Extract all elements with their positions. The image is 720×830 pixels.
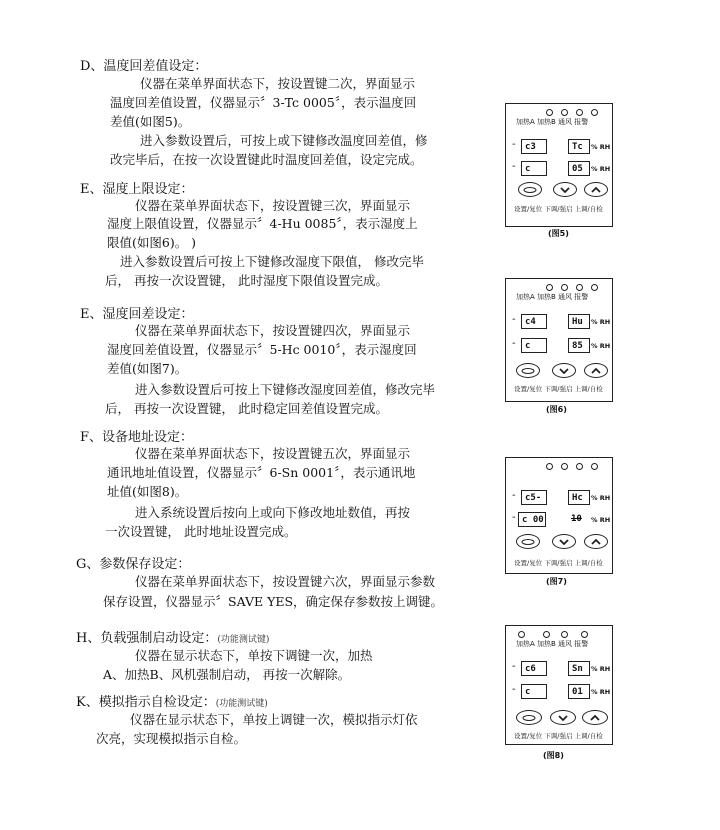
controller-panel-fig6 (505, 278, 613, 402)
text-line: 址值(如图8)。 (107, 484, 188, 499)
section-heading (76, 627, 269, 646)
text-line: 一次设置键， 此时地址设置完成。 (105, 524, 297, 539)
unit-label: % RH (591, 494, 611, 502)
display-bottom-left: c (521, 338, 547, 353)
section-heading: E、湿度回差设定： (80, 307, 194, 322)
unit-label: % RH (591, 165, 611, 173)
text-line: 保存设置，仪器显示〞SAVE YES，确定保存参数按上调键。 (103, 594, 444, 609)
chevron-up-icon (591, 539, 601, 545)
display-bottom-left: c (521, 684, 547, 699)
button-labels: 设置/复位 下调/强启 上调/自检 (514, 732, 603, 740)
led-indicator (561, 463, 568, 470)
led-indicator (576, 463, 583, 470)
chevron-down-icon (559, 368, 569, 374)
text-line: 进入系统设置后按向上或向下修改地址数值，再按 (135, 505, 411, 520)
set-reset-button[interactable] (516, 363, 540, 378)
display-top-left: c5- (521, 490, 547, 505)
figure-caption: (图6) (546, 405, 567, 414)
text-line: 温度回差值设置，仪器显示〞3-Tc 0005〞，表示温度回 (110, 95, 417, 110)
unit-label: % RH (591, 342, 611, 350)
down-button[interactable] (552, 534, 576, 549)
button-labels: 设置/复位 下调/强启 上调/自检 (514, 385, 603, 393)
unit-label: % RH (591, 143, 611, 151)
led-indicator (576, 284, 583, 291)
text-line: 进入参数设置后可按上下键修改湿度下限值， 修改完毕 (120, 254, 424, 269)
up-button[interactable] (584, 182, 608, 197)
dash-mark: - (512, 512, 516, 523)
section-heading (76, 691, 268, 710)
led-indicator (581, 631, 588, 638)
text-line: 差值(如图7)。 (107, 361, 188, 376)
text-line: 仪器在菜单界面状态下，按设置键五次，界面显示 (135, 446, 411, 461)
text-line: 进入参数设置后，可按上或下键修改温度回差值，修 (140, 133, 428, 148)
led-indicator (546, 284, 553, 291)
unit-label: % RH (591, 318, 611, 326)
text-line: 差值(如图5)。 (110, 114, 191, 129)
led-indicator (591, 284, 598, 291)
dash-mark: - (512, 338, 516, 349)
led-labels: 加热A 加热B 通风 报警 (516, 293, 589, 301)
section-heading: G、参数保存设定： (76, 557, 191, 572)
text-line: 仪器在菜单界面状态下，按设置键四次，界面显示 (135, 323, 411, 338)
unit-label: % RH (591, 688, 611, 696)
display-bottom-right: 05 (568, 161, 590, 176)
led-indicator (576, 109, 583, 116)
chevron-down-icon (559, 539, 569, 545)
section-heading: E、湿度上限设定： (80, 182, 194, 197)
down-button[interactable] (553, 182, 577, 197)
text-line: 湿度上限值设置，仪器显示〞4-Hu 0085〞，表示湿度上 (107, 216, 418, 231)
led-indicator (546, 463, 553, 470)
display-top-right: Hu (568, 314, 590, 329)
up-button[interactable] (582, 710, 608, 725)
button-labels: 设置/复位 下调/强启 上调/自检 (514, 205, 603, 213)
chevron-down-icon (558, 715, 568, 721)
text-line: 湿度回差值设置，仪器显示〞5-Hc 0010〞，表示湿度回 (107, 342, 417, 357)
section-note: (功能测试键) (217, 635, 270, 645)
dash-mark: - (512, 314, 516, 325)
display-top-right: Hc (568, 490, 590, 505)
controller-panel-fig7 (505, 457, 613, 574)
text-line: 仪器在显示状态下，单按上调键一次，模拟指示灯依 (130, 712, 418, 727)
text-line: 改完毕后，在按一次设置键此时温度回差值，设定完成。 (110, 152, 423, 167)
led-row (516, 463, 606, 471)
figure-caption: (图7) (546, 577, 567, 586)
button-labels: 设置/复位 下调/强启 上调/自检 (514, 559, 603, 567)
display-top-right: Sn (568, 661, 590, 676)
unit-label: % RH (591, 516, 611, 524)
figure-caption: (图5) (548, 229, 569, 238)
section-heading-text: K、模拟指示自检设定： (76, 695, 216, 710)
display-bottom-right: 85 (568, 338, 590, 353)
text-line: 通讯地址值设置，仪器显示〞6-Sn 0001〞，表示通讯地 (107, 465, 416, 480)
led-indicator (518, 631, 525, 638)
text-line: 后， 再按一次设置键， 此时稳定回差值设置完成。 (105, 401, 388, 416)
dash-mark: - (512, 684, 516, 695)
dash-mark: - (512, 661, 516, 672)
down-button[interactable] (550, 710, 576, 725)
text-line: 后， 再按一次设置键， 此时湿度下限值设置完成。 (105, 273, 388, 288)
led-indicator (561, 109, 568, 116)
display-top-left: c4 (521, 314, 547, 329)
led-row (516, 109, 606, 117)
text-line: 限值(如图6)。 ) (107, 235, 197, 250)
led-indicator (561, 284, 568, 291)
chevron-up-icon (591, 368, 601, 374)
text-line: 进入参数设置后可按上下键修改湿度回差值，修改完毕 (135, 382, 436, 397)
display-bottom-left: c (521, 161, 547, 176)
display-top-right: Tc (568, 139, 590, 154)
section-heading-text: H、负载强制启动设定： (76, 631, 218, 646)
chevron-down-icon (560, 187, 570, 193)
set-reset-button[interactable] (518, 182, 542, 197)
set-reset-button[interactable] (516, 710, 542, 725)
figure-caption: (图8) (543, 751, 564, 760)
section-heading: D、温度回差值设定： (80, 59, 208, 74)
chevron-up-icon (591, 187, 601, 193)
up-button[interactable] (584, 534, 608, 549)
led-indicator (591, 109, 598, 116)
dash-mark: - (512, 490, 516, 501)
text-line: 次亮，实现模拟指示自检。 (96, 731, 247, 746)
led-indicator (591, 463, 598, 470)
dash-mark: - (512, 139, 516, 150)
dash-mark: - (512, 161, 516, 172)
led-row (516, 631, 606, 639)
text-line: 仪器在菜单界面状态下，按设置键六次，界面显示参数 (135, 574, 436, 589)
display-bottom-right: 01 (568, 684, 590, 699)
led-labels: 加热A 加热B 通风 报警 (516, 118, 589, 126)
chevron-up-icon (590, 715, 600, 721)
led-row (516, 284, 606, 292)
text-line: 仪器在菜单界面状态下，按设置键二次，界面显示 (140, 76, 416, 91)
section-heading: F、设备地址设定： (80, 430, 194, 445)
display-bottom-left: c 00 (518, 512, 546, 527)
led-labels: 加热A 加热B 通风 报警 (516, 640, 589, 648)
text-line: A、加热B、风机强制启动， 再按一次解除。 (103, 667, 351, 682)
controller-panel-fig8 (505, 625, 613, 745)
unit-label: % RH (591, 665, 611, 673)
text-line: 仪器在显示状态下，单按下调键一次，加热 (135, 648, 373, 663)
section-note: (功能测试键) (215, 699, 268, 709)
led-indicator (543, 631, 550, 638)
set-reset-button[interactable] (516, 534, 540, 549)
led-indicator (546, 109, 553, 116)
controller-panel-fig5 (505, 103, 613, 227)
display-top-left: c6 (521, 661, 547, 676)
led-indicator (561, 631, 568, 638)
down-button[interactable] (552, 363, 576, 378)
up-button[interactable] (584, 363, 608, 378)
display-top-left: c3 (521, 139, 547, 154)
display-bottom-right: 10 (571, 514, 582, 524)
text-line: 仪器在菜单界面状态下，按设置键三次，界面显示 (135, 198, 411, 213)
